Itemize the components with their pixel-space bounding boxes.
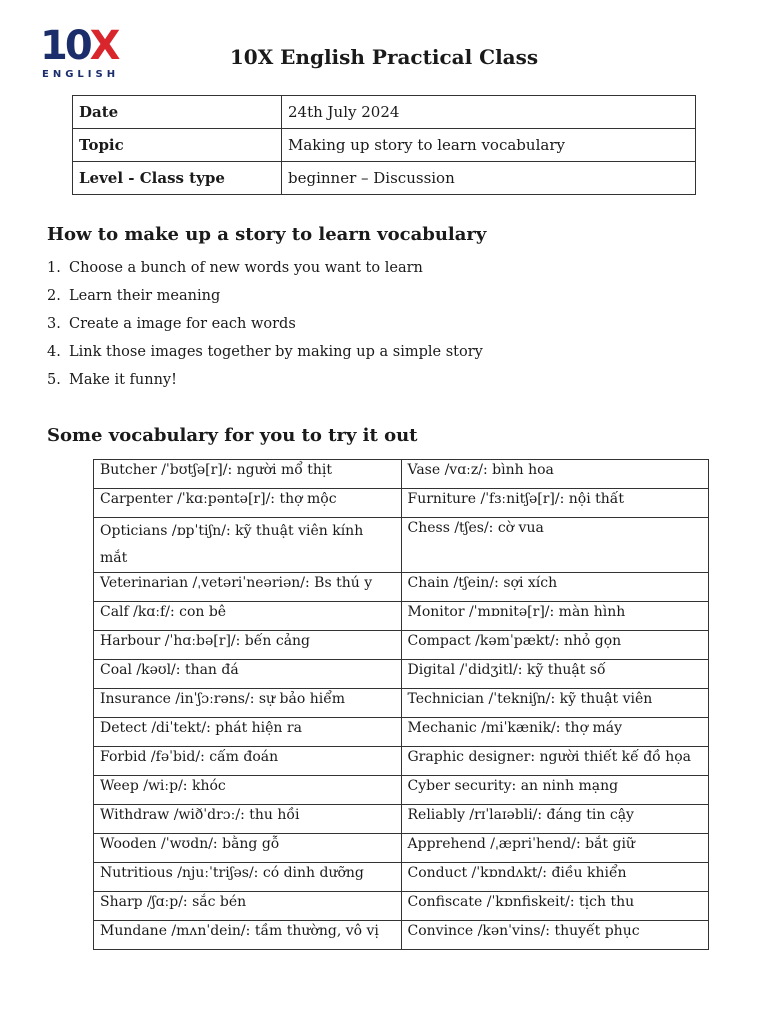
table-row — [94, 518, 709, 573]
list-item — [47, 284, 483, 312]
info-value: 24th July 2024 — [282, 96, 696, 129]
step-text: Learn their meaning — [69, 288, 221, 304]
table-row — [94, 602, 709, 631]
vocab-cell-left: Harbour /ˈhɑːbə[r]/: bến cảng — [94, 631, 402, 660]
step-number: 1. — [47, 260, 61, 276]
vocab-cell-right: Monitor /ˈmɒnitə[r]/: màn hình — [401, 602, 709, 631]
vocab-cell-right: Digital /ˈdidʒitl/: kỹ thuật số — [401, 660, 709, 689]
vocab-cell-left: Calf /kɑːf/: con bê — [94, 602, 402, 631]
table-row — [94, 921, 709, 950]
step-text: Make it funny! — [69, 372, 177, 388]
step-number: 4. — [47, 344, 61, 360]
table-row — [94, 689, 709, 718]
vocab-cell-left: Nutritious /njuːˈtriʃəs/: có dinh dưỡng — [94, 863, 402, 892]
info-value: Making up story to learn vocabulary — [282, 129, 696, 162]
table-row — [94, 747, 709, 776]
step-number: 3. — [47, 316, 61, 332]
step-number: 5. — [47, 372, 61, 388]
vocab-cell-left: Opticians /ɒpˈtiʃn/: kỹ thuật viên kính mắt — [94, 518, 402, 573]
step-text: Create a image for each words — [69, 316, 296, 332]
vocab-cell-right: Conduct /ˈkɒndʌkt/: điều khiển — [401, 863, 709, 892]
table-row — [94, 460, 709, 489]
vocab-cell-left: Mundane /mʌnˈdein/: tầm thường, vô vị — [94, 921, 402, 950]
vocab-cell-right: Technician /ˈtekniʃn/: kỹ thuật viên — [401, 689, 709, 718]
logo-x: X — [89, 23, 118, 69]
vocab-cell-left: Veterinarian /ˌvetəriˈneəriən/: Bs thú y — [94, 573, 402, 602]
vocab-cell-left: Wooden /ˈwʊdn/: bằng gỗ — [94, 834, 402, 863]
vocab-cell-right: Confiscate /ˈkɒnfiskeit/: tịch thu — [401, 892, 709, 921]
vocab-cell-right: Furniture /ˈfɜːnitʃə[r]/: nội thất — [401, 489, 709, 518]
vocab-cell-left: Withdraw /wiðˈdrɔː/: thu hồi — [94, 805, 402, 834]
info-key: Level - Class type — [73, 162, 282, 195]
vocab-cell-right: Cyber security: an ninh mạng — [401, 776, 709, 805]
vocab-cell-left: Coal /kəʊl/: than đá — [94, 660, 402, 689]
vocab-cell-right: Chain /tʃein/: sợi xích — [401, 573, 709, 602]
vocab-cell-left: Sharp /ʃɑːp/: sắc bén — [94, 892, 402, 921]
list-item — [47, 340, 483, 368]
info-key: Topic — [73, 129, 282, 162]
step-number: 2. — [47, 288, 61, 304]
step-text: Link those images together by making up a simple story — [69, 344, 483, 360]
steps-list — [47, 256, 483, 396]
list-item — [47, 256, 483, 284]
vocab-cell-left: Forbid /fəˈbid/: cấm đoán — [94, 747, 402, 776]
vocab-cell-left: Weep /wiːp/: khóc — [94, 776, 402, 805]
vocab-cell-right: Graphic designer: người thiết kế đồ họa — [401, 747, 709, 776]
vocabulary-table — [93, 459, 709, 950]
table-row — [94, 573, 709, 602]
table-row — [94, 660, 709, 689]
table-row — [94, 631, 709, 660]
table-row — [94, 489, 709, 518]
vocab-cell-right: Apprehend /ˌæpriˈhend/: bắt giữ — [401, 834, 709, 863]
how-to-heading: How to make up a story to learn vocabulary — [47, 224, 487, 245]
vocab-cell-right: Reliably /rɪˈlaɪəbli/: đáng tin cậy — [401, 805, 709, 834]
logo-subtext: ENGLISH — [42, 69, 120, 80]
table-row — [94, 805, 709, 834]
info-row-date — [73, 96, 696, 129]
table-row — [94, 863, 709, 892]
vocab-cell-left: Insurance /inˈʃɔːrəns/: sự bảo hiểm — [94, 689, 402, 718]
vocab-cell-right: Convince /kənˈvins/: thuyết phục — [401, 921, 709, 950]
list-item — [47, 312, 483, 340]
vocab-cell-right: Compact /kəmˈpækt/: nhỏ gọn — [401, 631, 709, 660]
vocabulary-heading: Some vocabulary for you to try it out — [47, 425, 418, 446]
vocab-cell-right: Chess /tʃes/: cờ vua — [401, 518, 709, 573]
vocab-cell-left: Carpenter /ˈkɑːpəntə[r]/: thợ mộc — [94, 489, 402, 518]
page-title: 10X English Practical Class — [229, 45, 539, 69]
table-row — [94, 834, 709, 863]
step-text: Choose a bunch of new words you want to learn — [69, 260, 423, 276]
logo-number: 10 — [40, 23, 90, 69]
vocab-cell-left: Butcher /ˈbʊtʃə[r]/: người mổ thịt — [94, 460, 402, 489]
info-row-topic — [73, 129, 696, 162]
info-value: beginner – Discussion — [282, 162, 696, 195]
vocab-cell-right: Mechanic /miˈkænik/: thợ máy — [401, 718, 709, 747]
vocab-cell-right: Vase /vɑːz/: bình hoa — [401, 460, 709, 489]
table-row — [94, 718, 709, 747]
vocab-cell-left: Detect /diˈtekt/: phát hiện ra — [94, 718, 402, 747]
class-info-table — [72, 95, 696, 195]
table-row — [94, 776, 709, 805]
list-item — [47, 368, 483, 396]
info-row-level — [73, 162, 696, 195]
table-row — [94, 892, 709, 921]
info-key: Date — [73, 96, 282, 129]
